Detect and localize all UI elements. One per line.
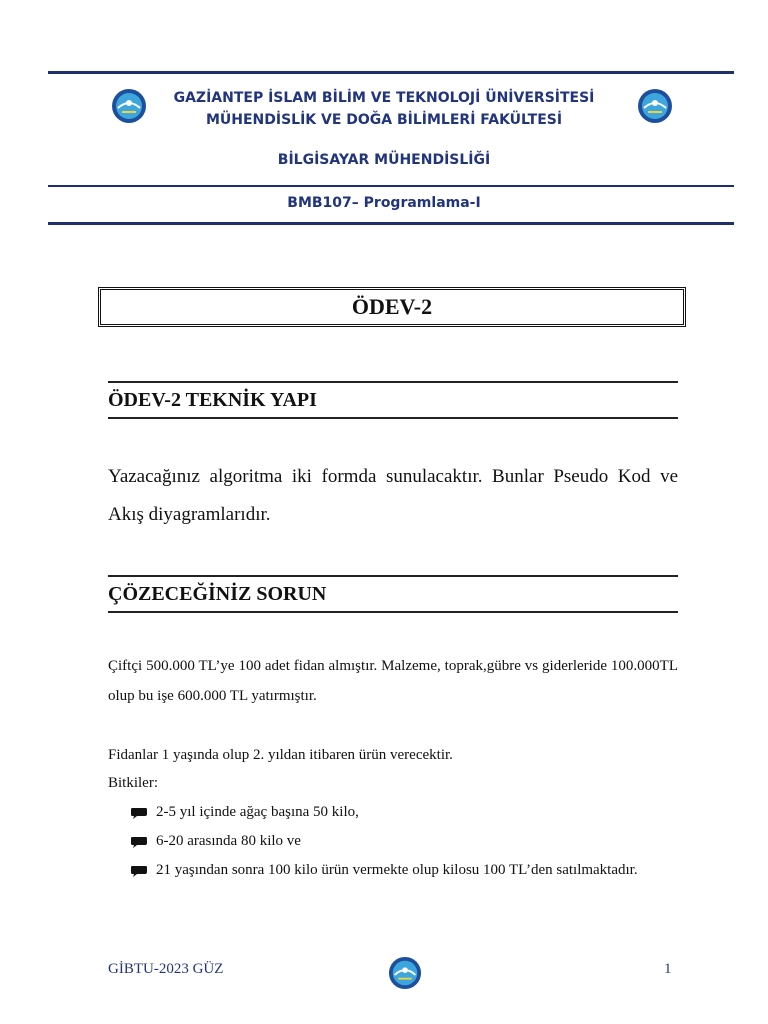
university-name: GAZİANTEP İSLAM BİLİM VE TEKNOLOJİ ÜNİVERSİTESİ [173,90,595,106]
list-item [130,827,676,856]
speech-bubble-icon [130,836,148,848]
plant-yield-list [130,798,676,885]
faculty-name: MÜHENDİSLİK VE DOĞA BİLİMLERİ FAKÜLTESİ [205,112,563,128]
speech-bubble-icon [130,865,148,877]
problem-paragraph-3: Bitkiler: [108,775,158,791]
problem-paragraph-2: Fidanlar 1 yaşında olup 2. yıldan itibaren ürün verecektir. [108,747,453,763]
footer-label: GİBTU-2023 GÜZ [108,961,224,977]
list-item-text: 21 yaşından sonra 100 kilo ürün vermekte olup kilosu 100 TL’den satılmaktadır. [156,862,638,878]
list-item-text: 2-5 yıl içinde ağaç başına 50 kilo, [156,804,359,820]
section-heading-technical: ÖDEV-2 TEKNİK YAPI [108,381,678,419]
list-item [130,856,676,885]
assignment-title: ÖDEV-2 [98,287,686,327]
list-item-text: 6-20 arasında 80 kilo ve [156,833,301,849]
list-item [130,798,676,827]
department-name: BİLGİSAYAR MÜHENDİSLİĞİ [277,152,491,168]
header-top-rule [48,71,734,74]
header-middle-rule [48,185,734,187]
course-code: BMB107– Programlama-I [287,195,481,211]
page-number: 1 [664,961,672,977]
speech-bubble-icon [130,807,148,819]
university-logo-footer [388,956,422,990]
section-text-technical: Yazacağınız algoritma iki formda sunulacaktır. Bunlar Pseudo Kod ve Akış diyagramlarıdır. [108,466,678,525]
problem-paragraph-1: Çiftçi 500.000 TL’ye 100 adet fidan almıştır. Malzeme, toprak,gübre vs giderleride 100.000TL olup bu işe 600.000 TL yatırmıştır. [108,658,678,704]
header-bottom-rule [48,222,734,225]
section-heading-problem: ÇÖZECEĞİNİZ SORUN [108,575,678,613]
